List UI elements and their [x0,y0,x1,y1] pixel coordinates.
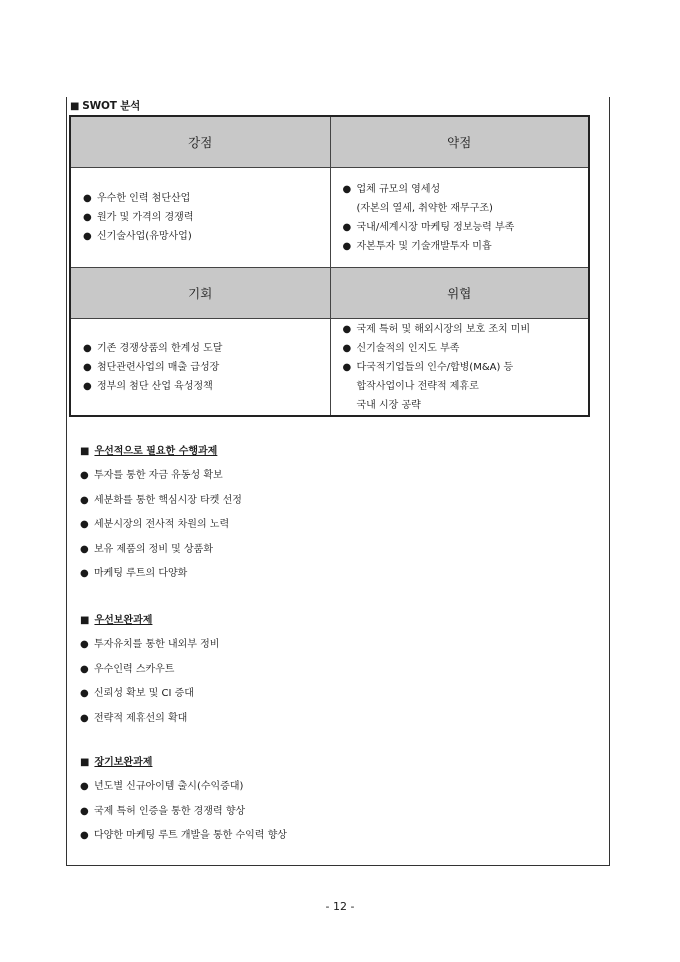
square-bullet-icon: ■ [80,615,90,626]
bullet-icon: ● [342,183,352,195]
list-item: ● 보유 제품의 정비 및 상품화 [80,538,242,563]
list-item: ● 국제 특허 및 해외시장의 보호 조치 미비 [343,320,589,339]
list-item: ● 마케팅 루트의 다양화 [80,562,242,587]
square-bullet-icon: ■ [70,101,80,112]
list-item: ● 기존 경쟁상품의 한계성 도달 [83,339,330,358]
section-title: ■ 우선적으로 필요한 수행과제 [80,446,218,457]
bullet-icon: ● [80,639,89,650]
bullet-icon: ● [342,342,352,354]
bullet-icon: ● [80,494,89,506]
list-item-continuation: 국내 시장 공략 [356,399,421,411]
bullet-icon: ● [342,323,352,335]
list-item-continuation: (자본의 열세, 취약한 재무구조) [356,202,493,214]
bullet-icon: ● [83,342,92,354]
bullet-icon: ● [80,663,89,675]
bullet-icon: ● [80,712,89,724]
list-item: ● 국제 특허 인증을 통한 경쟁력 향상 [80,800,287,825]
square-bullet-icon: ■ [80,446,90,457]
list-item: ● 신기술사업(유망사업) [83,227,330,246]
list-item: ● 자본투자 및 기술개발투자 미흡 [343,237,589,256]
bullet-icon: ● [80,688,89,699]
bullet-icon: ● [342,221,352,233]
threat-cell [330,319,589,417]
list-item: ● 다양한 마케팅 루트 개발을 통한 수익력 향상 [80,824,287,849]
square-bullet-icon: ■ [80,757,90,768]
section-priority-tasks [80,442,242,587]
bullet-icon: ● [83,361,92,373]
page-number: - 12 - [325,900,355,913]
opportunity-cell [70,319,330,417]
list-item: ● 전략적 제휴선의 확대 [80,707,219,732]
list-item: ● 첨단관련사업의 매출 급성장 [83,358,330,377]
list-item: ● 신뢰성 확보 및 CI 증대 [80,682,219,707]
bullet-icon: ● [80,543,89,555]
bullet-icon: ● [80,781,89,792]
opportunity-header: 기회 [70,268,330,319]
bullet-icon: ● [342,361,352,373]
list-item: ● 신기술적의 인지도 부족 [343,339,589,358]
list-item: ● 다국적기업들의 인수/합병(M&A) 등 [343,358,589,377]
bullet-icon: ● [80,470,89,481]
threat-header: 위협 [330,268,589,319]
list-item: ● 우수한 인력 첨단산업 [83,189,330,208]
list-item: ● 투자유치를 통한 내외부 정비 [80,633,219,658]
list-item-continuation: 합작사업이나 전략적 제휴로 [356,380,479,392]
strength-cell [70,168,330,268]
list-item: ● 우수인력 스카우트 [80,658,219,683]
list-item: ● 원가 및 가격의 경쟁력 [83,208,330,227]
weakness-header: 약점 [330,116,589,168]
swot-table [69,115,590,417]
bullet-icon: ● [80,805,89,817]
bullet-icon: ● [83,212,92,223]
bullet-icon: ● [83,380,92,392]
section-priority-supplement [80,611,219,731]
weakness-cell [330,168,589,268]
strength-header: 강점 [70,116,330,168]
list-item: ● 년도별 신규아이템 출시(수익증대) [80,775,287,800]
swot-heading-text: SWOT 분석 [82,100,141,112]
bullet-icon: ● [342,240,352,252]
bullet-icon: ● [80,568,89,579]
list-item: ● 업체 규모의 영세성 [343,180,589,199]
section-title: ■ 우선보완과제 [80,615,153,626]
bullet-icon: ● [83,193,92,204]
list-item: ● 국내/세계시장 마케팅 정보능력 부족 [343,218,589,237]
swot-heading [70,98,140,113]
list-item: ● 세분화를 통한 핵심시장 타켓 선정 [80,489,242,514]
list-item: ● 투자를 통한 자금 유동성 확보 [80,464,242,489]
section-long-term-supplement [80,753,287,849]
section-title: ■ 장기보완과제 [80,757,153,768]
bullet-icon: ● [83,231,92,242]
list-item: ● 정부의 첨단 산업 육성정책 [83,377,330,396]
list-item: ● 세분시장의 전사적 차원의 노력 [80,513,242,538]
bullet-icon: ● [80,830,89,841]
bullet-icon: ● [80,519,89,530]
